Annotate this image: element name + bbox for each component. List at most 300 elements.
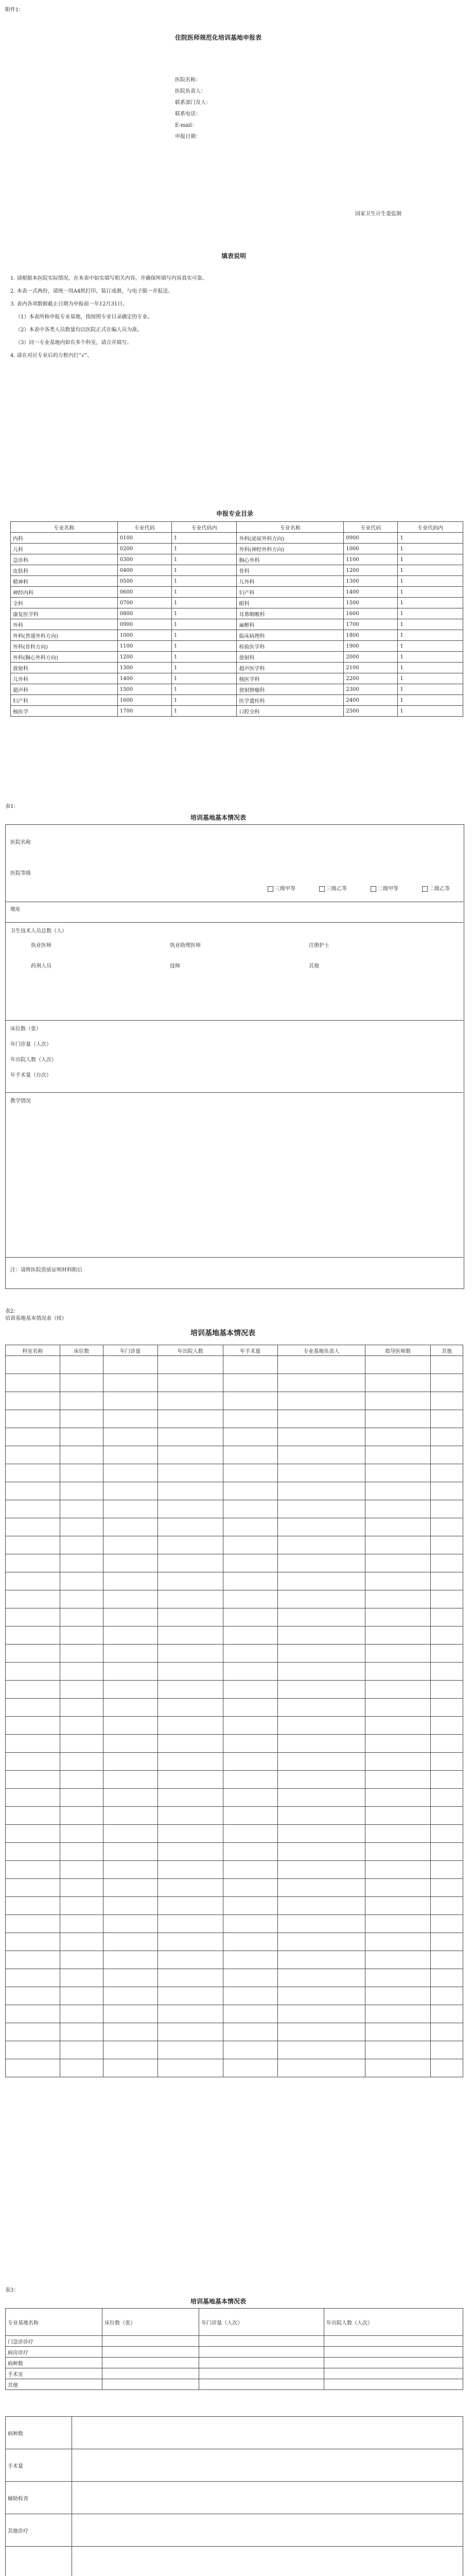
table-cell[interactable] [157,1536,223,1554]
table-cell[interactable] [223,1915,277,1933]
table-cell[interactable] [431,2005,463,2023]
table-cell[interactable] [431,1681,463,1699]
table-cell[interactable] [103,1969,157,1987]
table-cell[interactable] [431,1410,463,1428]
table-cell[interactable] [431,1735,463,1753]
table-cell[interactable] [223,1969,277,1987]
table-cell[interactable] [6,1825,60,1843]
table-cell[interactable] [103,1356,157,1374]
table-cell[interactable] [6,1590,60,1608]
table-cell[interactable] [223,1789,277,1807]
table-cell[interactable] [277,1356,365,1374]
table-cell[interactable] [365,1428,431,1446]
table-cell[interactable] [277,1536,365,1554]
table-cell[interactable] [223,1608,277,1626]
table-cell[interactable] [60,1771,103,1789]
table-cell[interactable] [60,1392,103,1410]
table-cell[interactable] [6,1987,60,2005]
table-cell[interactable] [365,1681,431,1699]
table-cell[interactable] [223,1446,277,1464]
table-cell[interactable] [103,1464,157,1482]
table-cell[interactable] [6,2023,60,2041]
table-cell[interactable] [223,1681,277,1699]
table-cell[interactable] [277,1861,365,1879]
table-cell[interactable] [223,1464,277,1482]
table-cell[interactable] [277,1879,365,1897]
table-cell[interactable] [157,2023,223,2041]
table-cell[interactable] [365,1482,431,1500]
table-cell[interactable] [157,1590,223,1608]
table-cell[interactable] [431,1861,463,1879]
table-cell[interactable] [60,1915,103,1933]
table-cell[interactable] [431,1554,463,1572]
table-cell[interactable] [103,2005,157,2023]
table-cell[interactable] [157,1392,223,1410]
table-cell[interactable] [365,2005,431,2023]
table-cell[interactable] [277,2005,365,2023]
table-cell[interactable] [103,1681,157,1699]
table-cell[interactable] [365,1915,431,1933]
table-cell[interactable] [277,1933,365,1951]
table-cell[interactable] [103,1753,157,1771]
table-cell[interactable] [6,1681,60,1699]
table-cell[interactable] [431,1807,463,1825]
table-cell[interactable] [60,1482,103,1500]
table-cell[interactable] [277,1572,365,1590]
table-cell[interactable] [223,1933,277,1951]
table-cell[interactable] [365,1392,431,1410]
table-cell[interactable] [60,1663,103,1681]
table-cell[interactable] [157,1518,223,1536]
table-cell[interactable] [365,2041,431,2059]
table-cell[interactable] [6,1482,60,1500]
table-cell[interactable] [103,1807,157,1825]
table-cell[interactable] [157,1825,223,1843]
table-cell[interactable] [365,1356,431,1374]
table-cell[interactable] [157,1969,223,1987]
table-cell[interactable] [103,1518,157,1536]
table-cell[interactable] [365,1554,431,1572]
table-cell[interactable] [223,1717,277,1735]
table-cell[interactable] [431,1771,463,1789]
table-cell[interactable] [103,2023,157,2041]
table-cell[interactable] [365,1608,431,1626]
table-cell[interactable] [431,1897,463,1915]
table-cell[interactable] [6,1951,60,1969]
table-cell[interactable] [6,1753,60,1771]
table-cell[interactable] [431,1789,463,1807]
table-cell[interactable] [223,1735,277,1753]
table-cell[interactable] [277,1987,365,2005]
table-cell[interactable] [277,1825,365,1843]
table-cell[interactable] [223,1572,277,1590]
table-cell[interactable] [365,2059,431,2077]
table-cell[interactable] [157,1464,223,1482]
table-cell[interactable] [223,2041,277,2059]
table-cell[interactable] [157,1374,223,1392]
table-cell[interactable] [157,2041,223,2059]
table-cell[interactable] [277,1699,365,1717]
table-cell[interactable] [60,1572,103,1590]
table-cell[interactable] [157,1572,223,1590]
table-cell[interactable] [277,1518,365,1536]
table-cell[interactable] [277,1464,365,1482]
table-cell[interactable] [157,1951,223,1969]
table-cell[interactable] [103,1915,157,1933]
table-cell[interactable] [431,1969,463,1987]
table-cell[interactable] [6,1626,60,1645]
table-cell[interactable] [277,1969,365,1987]
table-cell[interactable] [431,1374,463,1392]
table-cell[interactable] [60,1356,103,1374]
table-cell[interactable] [277,1410,365,1428]
table-cell[interactable] [365,1879,431,1897]
table-cell[interactable] [223,1410,277,1428]
table-cell[interactable] [60,1843,103,1861]
table-cell[interactable] [6,1645,60,1663]
grade-option[interactable] [268,886,295,892]
table-cell[interactable] [223,1590,277,1608]
table-cell[interactable] [157,1735,223,1753]
table-cell[interactable] [157,1608,223,1626]
table-cell[interactable] [277,1663,365,1681]
table-cell[interactable] [431,1356,463,1374]
table-cell[interactable] [6,1500,60,1518]
table-cell[interactable] [60,2041,103,2059]
table-cell[interactable] [157,1356,223,1374]
table-cell[interactable] [223,1879,277,1897]
table-cell[interactable] [431,1933,463,1951]
table-cell[interactable] [60,1536,103,1554]
table-cell[interactable] [157,2005,223,2023]
table-cell[interactable] [60,1969,103,1987]
table-cell[interactable] [223,1987,277,2005]
table-cell[interactable] [6,1771,60,1789]
table-cell[interactable] [157,1681,223,1699]
table-cell[interactable] [60,1987,103,2005]
table-cell[interactable] [431,1987,463,2005]
table-cell[interactable] [103,1374,157,1392]
table-cell[interactable] [277,1717,365,1735]
table-cell[interactable] [277,1681,365,1699]
table-cell[interactable] [60,1789,103,1807]
table-cell[interactable] [277,1645,365,1663]
table-cell[interactable] [431,1825,463,1843]
table-cell[interactable] [277,1590,365,1608]
table-cell[interactable] [6,2059,60,2077]
table-cell[interactable] [223,1482,277,1500]
table-cell[interactable] [365,1464,431,1482]
table-cell[interactable] [157,1717,223,1735]
table-cell[interactable] [6,1464,60,1482]
table-cell[interactable] [6,2041,60,2059]
table-cell[interactable] [431,1663,463,1681]
table-cell[interactable] [431,1428,463,1446]
table-cell[interactable] [365,1645,431,1663]
table-cell[interactable] [223,1392,277,1410]
table-cell[interactable] [431,1446,463,1464]
table-cell[interactable] [277,1771,365,1789]
table-cell[interactable] [157,1645,223,1663]
table-cell[interactable] [277,2041,365,2059]
table-cell[interactable] [6,1518,60,1536]
table-cell[interactable] [223,1663,277,1681]
table-cell[interactable] [277,1843,365,1861]
table-cell[interactable] [277,1626,365,1645]
table-cell[interactable] [431,1464,463,1482]
table-cell[interactable] [103,1554,157,1572]
table-cell[interactable] [60,2059,103,2077]
table-cell[interactable] [431,1608,463,1626]
table-cell[interactable] [60,2023,103,2041]
table-cell[interactable] [60,1446,103,1464]
table-cell[interactable] [103,1933,157,1951]
table-cell[interactable] [6,1446,60,1464]
table-cell[interactable] [365,1572,431,1590]
table-cell[interactable] [277,1789,365,1807]
table-cell[interactable] [6,1554,60,1572]
table-cell[interactable] [365,1410,431,1428]
table-cell[interactable] [277,1735,365,1753]
table-cell[interactable] [365,1789,431,1807]
table-cell[interactable] [60,1645,103,1663]
table-cell[interactable] [103,1645,157,1663]
table-cell[interactable] [6,1807,60,1825]
grade-option[interactable] [371,886,398,892]
table-cell[interactable] [6,1735,60,1753]
table-cell[interactable] [103,1735,157,1753]
table-cell[interactable] [103,1626,157,1645]
table-cell[interactable] [157,1699,223,1717]
table-cell[interactable] [365,1951,431,1969]
table-cell[interactable] [103,1663,157,1681]
table-cell[interactable] [277,1392,365,1410]
table-cell[interactable] [365,1717,431,1735]
table-cell[interactable] [223,1518,277,1536]
table-cell[interactable] [365,1446,431,1464]
table-cell[interactable] [431,1699,463,1717]
table-cell[interactable] [365,1753,431,1771]
table-cell[interactable] [431,2059,463,2077]
table-cell[interactable] [223,1536,277,1554]
table-cell[interactable] [431,1879,463,1897]
table-cell[interactable] [103,2041,157,2059]
table-cell[interactable] [103,1536,157,1554]
table-cell[interactable] [60,1464,103,1482]
table-cell[interactable] [277,1951,365,1969]
table-cell[interactable] [277,1500,365,1518]
table-cell[interactable] [365,1500,431,1518]
table-cell[interactable] [431,1951,463,1969]
table-cell[interactable] [157,1446,223,1464]
table-cell[interactable] [103,1861,157,1879]
table-cell[interactable] [277,1428,365,1446]
table-cell[interactable] [103,1771,157,1789]
table-cell[interactable] [223,1699,277,1717]
table-cell[interactable] [60,1825,103,1843]
table-cell[interactable] [157,1428,223,1446]
table-cell[interactable] [103,1410,157,1428]
table-cell[interactable] [60,1933,103,1951]
table-cell[interactable] [103,1717,157,1735]
table-cell[interactable] [431,1572,463,1590]
grade-option[interactable] [422,886,450,892]
table-cell[interactable] [6,1428,60,1446]
table-cell[interactable] [6,1843,60,1861]
table-cell[interactable] [103,1951,157,1969]
table-cell[interactable] [103,1572,157,1590]
table-cell[interactable] [365,1969,431,1987]
table-cell[interactable] [223,1951,277,1969]
table-cell[interactable] [157,1861,223,1879]
grade-option[interactable] [319,886,347,892]
table-cell[interactable] [6,1897,60,1915]
table-cell[interactable] [277,1482,365,1500]
table-cell[interactable] [103,1608,157,1626]
table-cell[interactable] [6,1879,60,1897]
table-cell[interactable] [6,1663,60,1681]
table-cell[interactable] [103,1482,157,1500]
table-cell[interactable] [157,1482,223,1500]
table-cell[interactable] [6,1969,60,1987]
table-cell[interactable] [223,1374,277,1392]
table-cell[interactable] [365,1626,431,1645]
table-cell[interactable] [60,1410,103,1428]
table-cell[interactable] [60,1897,103,1915]
table-cell[interactable] [60,1861,103,1879]
table-cell[interactable] [365,1933,431,1951]
table-cell[interactable] [277,1807,365,1825]
table-cell[interactable] [157,1843,223,1861]
table-cell[interactable] [431,1482,463,1500]
table-cell[interactable] [103,1590,157,1608]
table-cell[interactable] [157,1933,223,1951]
table-cell[interactable] [103,1428,157,1446]
table-cell[interactable] [431,1753,463,1771]
table-cell[interactable] [223,1771,277,1789]
table-cell[interactable] [60,1879,103,1897]
table-cell[interactable] [60,1500,103,1518]
table-cell[interactable] [103,1500,157,1518]
table-cell[interactable] [157,1771,223,1789]
table-cell[interactable] [157,1879,223,1897]
table-cell[interactable] [60,1626,103,1645]
table-cell[interactable] [431,1536,463,1554]
table-cell[interactable] [223,1897,277,1915]
table-cell[interactable] [365,2023,431,2041]
table-cell[interactable] [431,1500,463,1518]
table-cell[interactable] [431,1392,463,1410]
table-cell[interactable] [277,1753,365,1771]
table-cell[interactable] [60,1428,103,1446]
table-cell[interactable] [6,1608,60,1626]
table-cell[interactable] [431,2023,463,2041]
table-cell[interactable] [6,1789,60,1807]
table-cell[interactable] [6,1572,60,1590]
table-cell[interactable] [157,1626,223,1645]
table-cell[interactable] [157,1410,223,1428]
table-cell[interactable] [223,1645,277,1663]
table-cell[interactable] [60,1699,103,1717]
table-cell[interactable] [223,1753,277,1771]
table-cell[interactable] [60,1807,103,1825]
table-cell[interactable] [103,1825,157,1843]
table-cell[interactable] [365,1897,431,1915]
table-cell[interactable] [60,1753,103,1771]
table-cell[interactable] [365,1807,431,1825]
table-cell[interactable] [60,1951,103,1969]
table-cell[interactable] [431,1590,463,1608]
table-cell[interactable] [60,1590,103,1608]
table-cell[interactable] [60,1554,103,1572]
table-cell[interactable] [365,1518,431,1536]
table-cell[interactable] [60,1717,103,1735]
table-cell[interactable] [223,2005,277,2023]
table-cell[interactable] [277,1915,365,1933]
table-cell[interactable] [157,2059,223,2077]
table-cell[interactable] [157,1554,223,1572]
table-cell[interactable] [6,1915,60,1933]
table-cell[interactable] [60,1681,103,1699]
table-cell[interactable] [365,1861,431,1879]
table-cell[interactable] [277,1446,365,1464]
table-cell[interactable] [103,1843,157,1861]
table-cell[interactable] [60,1518,103,1536]
table-cell[interactable] [365,1987,431,2005]
table-cell[interactable] [6,2005,60,2023]
table-cell[interactable] [223,1861,277,1879]
table-cell[interactable] [6,1717,60,1735]
table-cell[interactable] [431,1645,463,1663]
table-cell[interactable] [277,1897,365,1915]
table-cell[interactable] [365,1663,431,1681]
table-cell[interactable] [60,1374,103,1392]
table-cell[interactable] [365,1843,431,1861]
table-cell[interactable] [431,1717,463,1735]
table-cell[interactable] [223,1554,277,1572]
table-cell[interactable] [103,1879,157,1897]
table-cell[interactable] [157,1500,223,1518]
table-cell[interactable] [223,1428,277,1446]
table-cell[interactable] [157,1753,223,1771]
table-cell[interactable] [223,1825,277,1843]
table-cell[interactable] [60,2005,103,2023]
table-cell[interactable] [431,2041,463,2059]
table-cell[interactable] [103,1699,157,1717]
table-cell[interactable] [223,2059,277,2077]
table-cell[interactable] [157,1663,223,1681]
table-cell[interactable] [277,1554,365,1572]
table-cell[interactable] [223,1807,277,1825]
table-cell[interactable] [277,2023,365,2041]
table-cell[interactable] [157,1807,223,1825]
table-cell[interactable] [431,1843,463,1861]
table-cell[interactable] [6,1536,60,1554]
table-cell[interactable] [6,1392,60,1410]
table-cell[interactable] [365,1771,431,1789]
table-cell[interactable] [365,1536,431,1554]
table-cell[interactable] [365,1374,431,1392]
table-cell[interactable] [223,1843,277,1861]
table-cell[interactable] [103,1446,157,1464]
table-cell[interactable] [431,1518,463,1536]
table-cell[interactable] [277,1608,365,1626]
table-cell[interactable] [277,1374,365,1392]
table-cell[interactable] [6,1356,60,1374]
table-cell[interactable] [431,1915,463,1933]
table-cell[interactable] [277,2059,365,2077]
table-cell[interactable] [6,1374,60,1392]
